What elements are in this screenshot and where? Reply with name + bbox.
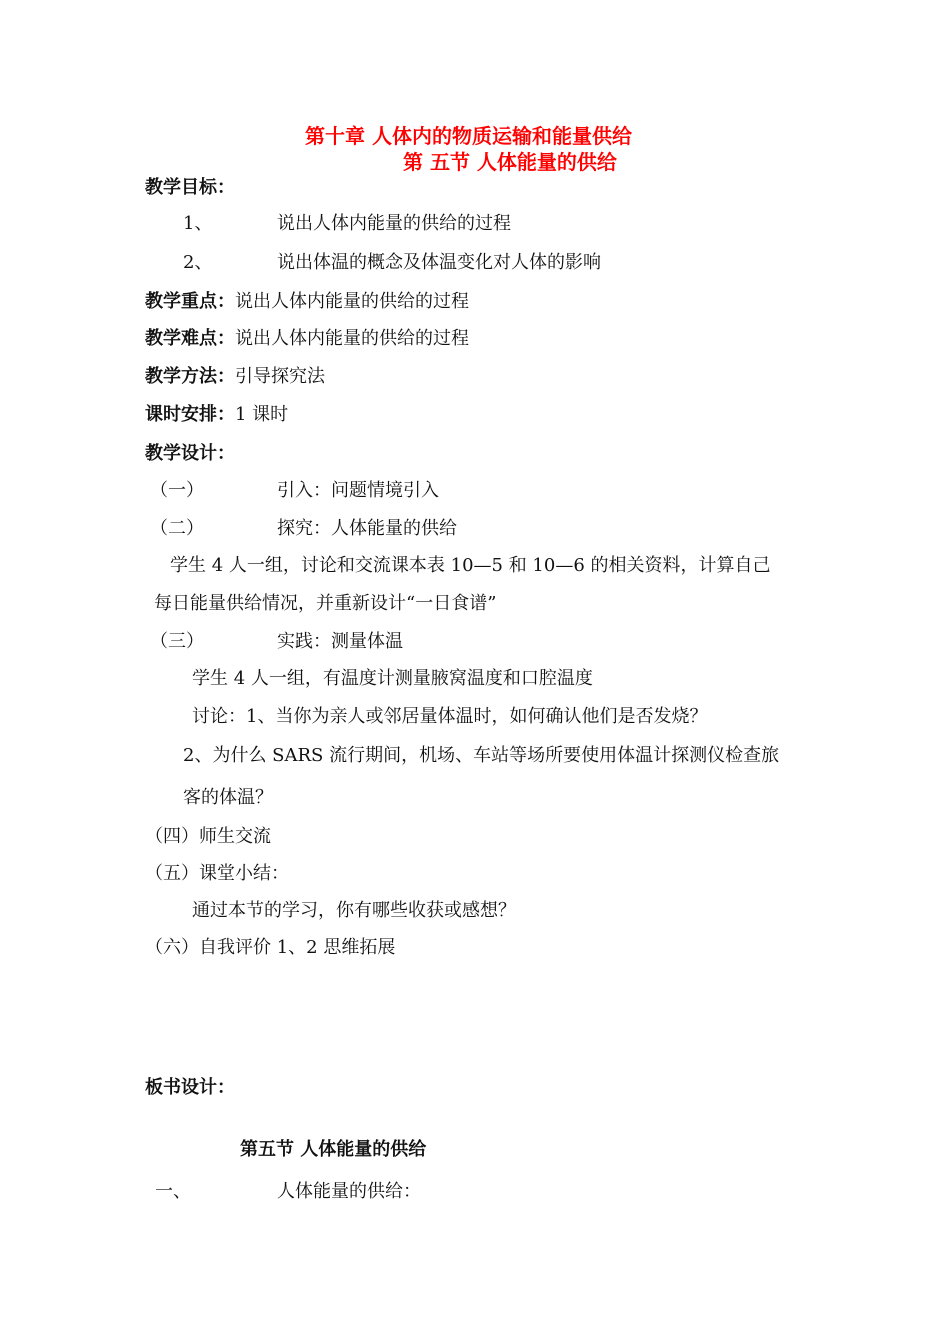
step3-discussion-line: 讨论：1、当你为亲人或邻居量体温时，如何确认他们是否发烧？: [192, 706, 708, 727]
difficulties-label: 教学难点：: [145, 328, 235, 349]
step2-text: 探究：人体能量的供给: [277, 518, 457, 539]
board-label: 板书设计：: [145, 1077, 235, 1098]
step3-text: 实践：测量体温: [277, 631, 403, 652]
schedule-label: 课时安排：: [145, 404, 235, 425]
schedule-text: 1 课时: [235, 404, 289, 425]
chapter-title: 第十章 人体内的物质运输和能量供给: [305, 124, 632, 148]
step3-question2-line: 2、为什么 SARS 流行期间，机场、车站等场所要使用体温计探测仪检查旅: [183, 745, 780, 766]
step3-question2-cont: 客的体温？: [183, 787, 273, 808]
step3-number: （三）: [150, 631, 204, 652]
objective-1-number: 1、: [183, 213, 213, 234]
objective-2-number: 2、: [183, 252, 213, 273]
design-label: 教学设计：: [145, 443, 235, 464]
step5: （五）课堂小结：: [145, 863, 289, 884]
methods-text: 引导探究法: [235, 366, 325, 387]
schedule-row: [145, 403, 288, 427]
step4: （四）师生交流: [145, 826, 271, 847]
difficulties-text: 说出人体内能量的供给的过程: [235, 328, 469, 349]
key-points-text: 说出人体内能量的供给的过程: [235, 291, 469, 312]
step2-number: （二）: [150, 518, 204, 539]
board-item1-number: 一、: [155, 1181, 191, 1202]
section-title: 第 五节 人体能量的供给: [403, 150, 617, 174]
difficulties-row: [145, 327, 469, 351]
board-title: 第五节 人体能量的供给: [240, 1139, 427, 1160]
key-points-row: [145, 290, 469, 314]
step2-paragraph-line1: 学生 4 人一组，讨论和交流课本表 10—5 和 10—6 的相关资料，计算自己: [170, 555, 771, 576]
board-item1-text: 人体能量的供给：: [277, 1181, 421, 1202]
objective-1-text: 说出人体内能量的供给的过程: [277, 213, 511, 234]
step1-text: 引入：问题情境引入: [277, 480, 439, 501]
step2-paragraph-line2: 每日能量供给情况，并重新设计“一日食谱”: [154, 593, 497, 614]
objectives-label: 教学目标：: [145, 177, 235, 198]
step6: （六）自我评价 1、2 思维拓展: [145, 937, 396, 958]
objective-2-text: 说出体温的概念及体温变化对人体的影响: [277, 252, 601, 273]
key-points-label: 教学重点：: [145, 291, 235, 312]
methods-label: 教学方法：: [145, 366, 235, 387]
step5-line1: 通过本节的学习，你有哪些收获或感想？: [192, 900, 516, 921]
step1-number: （一）: [150, 480, 204, 501]
methods-row: [145, 365, 325, 389]
step3-line1: 学生 4 人一组，有温度计测量腋窝温度和口腔温度: [192, 668, 593, 689]
